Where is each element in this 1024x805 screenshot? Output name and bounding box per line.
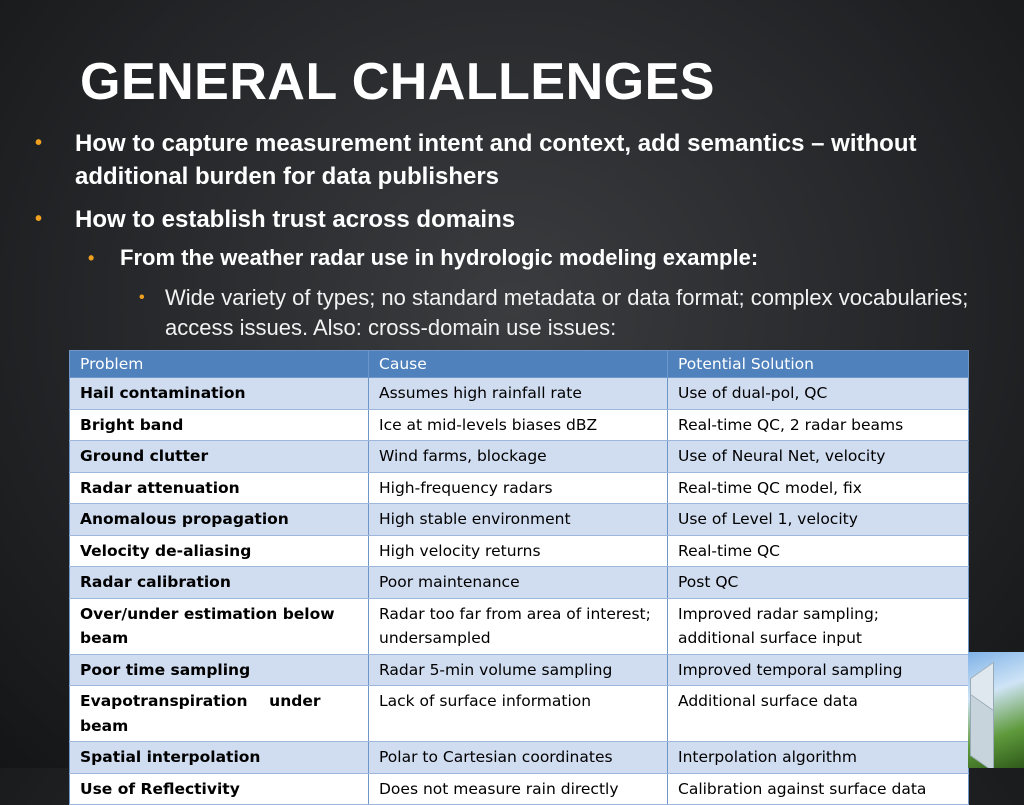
table-row — [70, 535, 969, 567]
k-logo-icon — [968, 652, 1024, 768]
table-row — [70, 742, 969, 774]
cell-cause: High-frequency radars — [369, 472, 668, 504]
cell-solution: Real-time QC, 2 radar beams — [668, 409, 969, 441]
cell-solution: Post QC — [668, 567, 969, 599]
cell-cause: Does not measure rain directly — [369, 773, 668, 805]
bullet-dot-icon: • — [35, 132, 43, 154]
header-solution: Potential Solution — [668, 351, 969, 378]
sub-bullet-text: From the weather radar use in hydrologic modeling example: — [120, 245, 759, 270]
table-row — [70, 378, 969, 410]
cell-problem: Use of Reflectivity — [70, 773, 369, 805]
table-row — [70, 409, 969, 441]
table-row — [70, 441, 969, 473]
radar-issues-table — [69, 350, 968, 805]
slide-title: GENERAL CHALLENGES — [80, 53, 715, 111]
cell-solution: Use of dual-pol, QC — [668, 378, 969, 410]
cell-problem: Evapotranspiration under beam — [70, 686, 369, 742]
cell-problem: Bright band — [70, 409, 369, 441]
cell-solution: Real-time QC — [668, 535, 969, 567]
cell-problem: Spatial interpolation — [70, 742, 369, 774]
cell-cause: High stable environment — [369, 504, 668, 536]
cell-problem: Radar attenuation — [70, 472, 369, 504]
cell-cause: Wind farms, blockage — [369, 441, 668, 473]
cell-problem: Hail contamination — [70, 378, 369, 410]
cell-problem: Radar calibration — [70, 567, 369, 599]
header-cause: Cause — [369, 351, 668, 378]
sub-sub-bullet-item — [139, 283, 985, 343]
header-problem: Problem — [70, 351, 369, 378]
table-row — [70, 504, 969, 536]
bullet-text: How to establish trust across domains — [75, 206, 516, 233]
cell-solution: Calibration against surface data — [668, 773, 969, 805]
cell-problem: Anomalous propagation — [70, 504, 369, 536]
cell-cause: Radar too far from area of interest; undersampled — [369, 598, 668, 654]
bullet-item-2 — [35, 203, 985, 236]
cell-solution: Real-time QC model, fix — [668, 472, 969, 504]
cell-solution: Use of Level 1, velocity — [668, 504, 969, 536]
bullet-item-1 — [35, 127, 985, 193]
cell-cause: Polar to Cartesian coordinates — [369, 742, 668, 774]
cell-solution: Additional surface data — [668, 686, 969, 742]
table-header-row — [70, 351, 969, 378]
bullet-dot-icon: • — [35, 208, 43, 230]
cell-cause: Ice at mid-levels biases dBZ — [369, 409, 668, 441]
table-row — [70, 472, 969, 504]
cell-solution: Interpolation algorithm — [668, 742, 969, 774]
table-row — [70, 567, 969, 599]
bullet-dot-icon: • — [139, 289, 145, 306]
cell-problem: Ground clutter — [70, 441, 369, 473]
cell-cause: Poor maintenance — [369, 567, 668, 599]
table-row — [70, 598, 969, 654]
cell-solution: Improved radar sampling; additional surface input — [668, 598, 969, 654]
cell-cause: Lack of surface information — [369, 686, 668, 742]
sub-sub-bullet-text: Wide variety of types; no standard metadata or data format; complex vocabularies; access issues. Also: cross-domain use issues: — [165, 285, 969, 340]
sub-bullet-item — [88, 243, 990, 273]
cell-problem: Over/under estimation below beam — [70, 598, 369, 654]
table-row — [70, 686, 969, 742]
table-row — [70, 773, 969, 805]
bullet-text: How to capture measurement intent and context, add semantics – without additional burden for data publishers — [75, 130, 917, 190]
table-row — [70, 654, 969, 686]
cell-cause: High velocity returns — [369, 535, 668, 567]
cell-solution: Improved temporal sampling — [668, 654, 969, 686]
cell-solution: Use of Neural Net, velocity — [668, 441, 969, 473]
cell-cause: Radar 5-min volume sampling — [369, 654, 668, 686]
bullet-dot-icon: • — [88, 248, 95, 268]
cell-problem: Velocity de-aliasing — [70, 535, 369, 567]
cell-cause: Assumes high rainfall rate — [369, 378, 668, 410]
cell-problem: Poor time sampling — [70, 654, 369, 686]
